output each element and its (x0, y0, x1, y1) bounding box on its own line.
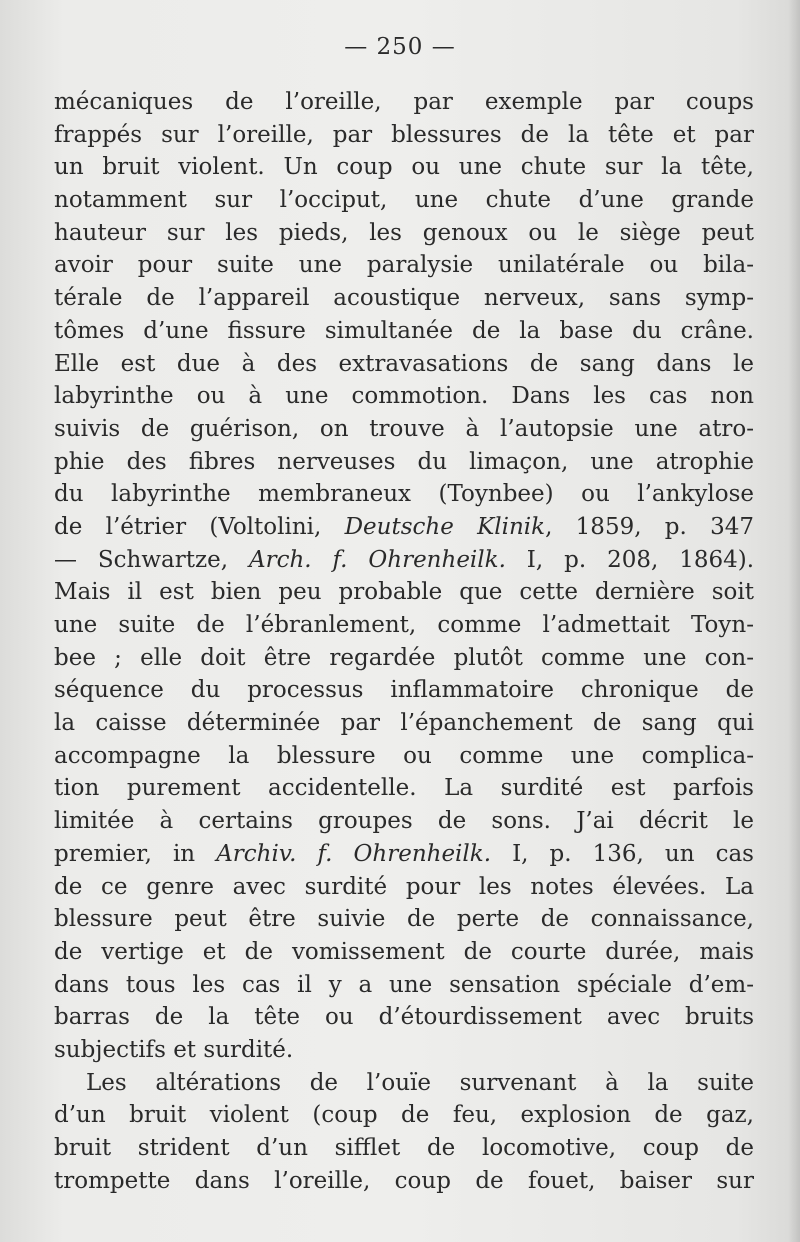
text-line (54, 119, 754, 152)
text-segment: premier, in (54, 840, 217, 867)
text-line (54, 969, 754, 1002)
text-segment: suivis de guérison, on trouve à l’autopsie une atro- (54, 415, 754, 442)
text-segment: du labyrinthe membraneux (Toynbee) ou l’ankylose (54, 481, 754, 508)
text-segment: barras de la tête ou d’étourdissement avec bruits (54, 1004, 754, 1031)
text-segment: dans tous les cas il y a une sensation spéciale d’em- (54, 971, 754, 998)
text-line (54, 348, 754, 381)
text-segment: Les altérations de l’ouïe survenant à la suite (86, 1069, 754, 1096)
text-line (54, 609, 754, 642)
text-line (54, 1034, 754, 1067)
paragraph-first-line (54, 1067, 754, 1100)
text-line (54, 1099, 754, 1132)
text-segment: un bruit violent. Un coup ou une chute sur la tête, (54, 154, 754, 181)
text-line (54, 511, 754, 544)
text-line (54, 151, 754, 184)
text-line (54, 772, 754, 805)
text-line (54, 805, 754, 838)
text-segment: bee ; elle doit être regardée plutôt comme une con- (54, 644, 754, 671)
text-segment: avoir pour suite une paralysie unilatérale ou bila- (54, 252, 754, 279)
text-segment: de ce genre avec surdité pour les notes élevées. La (54, 873, 754, 900)
text-line (54, 446, 754, 479)
text-segment: bruit strident d’un sifflet de locomotive, coup de (54, 1135, 754, 1161)
text-segment: I, p. 136, un cas (491, 840, 754, 867)
text-line (54, 1132, 754, 1165)
text-segment: séquence du processus inflammatoire chronique de (54, 677, 754, 704)
text-line (54, 838, 754, 871)
text-line (54, 86, 754, 119)
page-number-header: — 250 — (344, 34, 456, 60)
text-line (54, 478, 754, 511)
text-segment: Mais il est bien peu probable que cette dernière soit (54, 579, 754, 606)
text-segment: blessure peut être suivie de perte de connaissance, (54, 906, 754, 933)
text-line (54, 544, 754, 577)
text-segment: de l’étrier (Voltolini, (54, 513, 345, 540)
page-edge-shadow (788, 0, 800, 1242)
text-segment: térale de l’appareil acoustique nerveux, sans symp- (54, 285, 754, 312)
text-line (54, 413, 754, 446)
text-line (54, 380, 754, 413)
body-text (54, 86, 754, 1197)
text-line (54, 936, 754, 969)
text-line (54, 576, 754, 609)
text-segment: Elle est due à des extravasations de sang dans le (54, 350, 754, 377)
text-segment: une suite de l’ébranlement, comme l’admettait Toyn- (54, 612, 754, 638)
text-line (54, 315, 754, 348)
text-segment: notamment sur l’occiput, une chute d’une grande (54, 187, 754, 214)
text-line (54, 903, 754, 936)
citation-title: Arch. f. Ohrenheilk. (248, 546, 506, 573)
text-line (54, 740, 754, 773)
text-segment: la caisse déterminée par l’épanchement de sang qui (54, 710, 754, 737)
text-segment: phie des fibres nerveuses du limaçon, une atrophie (54, 448, 754, 475)
text-segment: tômes d’une fissure simultanée de la base du crâne. (54, 317, 754, 344)
citation-title: Archiv. f. Ohrenheilk. (216, 840, 492, 867)
text-line (54, 1165, 754, 1198)
text-segment: d’un bruit violent (coup de feu, explosion de gaz, (54, 1102, 754, 1129)
text-line (54, 642, 754, 675)
text-segment: accompagne la blessure ou comme une complica- (54, 742, 754, 769)
text-line (54, 674, 754, 707)
text-line (54, 249, 754, 282)
text-segment: labyrinthe ou à une commotion. Dans les cas non (54, 383, 754, 410)
text-segment: trompette dans l’oreille, coup de fouet, baiser sur (54, 1167, 754, 1194)
text-line (54, 217, 754, 250)
text-segment: — Schwartze, (54, 546, 249, 573)
text-segment: , 1859, p. 347 (545, 513, 754, 540)
text-segment: I, p. 208, 1864). (505, 546, 754, 573)
text-line (54, 282, 754, 315)
text-line (54, 871, 754, 904)
text-segment: mécaniques de l’oreille, par exemple par coups (54, 89, 754, 115)
text-segment: tion purement accidentelle. La surdité est parfois (54, 775, 754, 802)
text-line (54, 707, 754, 740)
text-segment: limitée à certains groupes de sons. J’ai décrit le (54, 808, 754, 835)
citation-title: Deutsche Klinik (344, 513, 546, 540)
text-line (54, 1001, 754, 1034)
text-segment: hauteur sur les pieds, les genoux ou le siège peut (54, 219, 754, 246)
text-segment: de vertige et de vomissement de courte durée, mais (54, 938, 754, 965)
text-line (54, 184, 754, 217)
text-segment: subjectifs et surdité. (54, 1036, 294, 1063)
text-segment: frappés sur l’oreille, par blessures de la tête et par (54, 121, 754, 148)
